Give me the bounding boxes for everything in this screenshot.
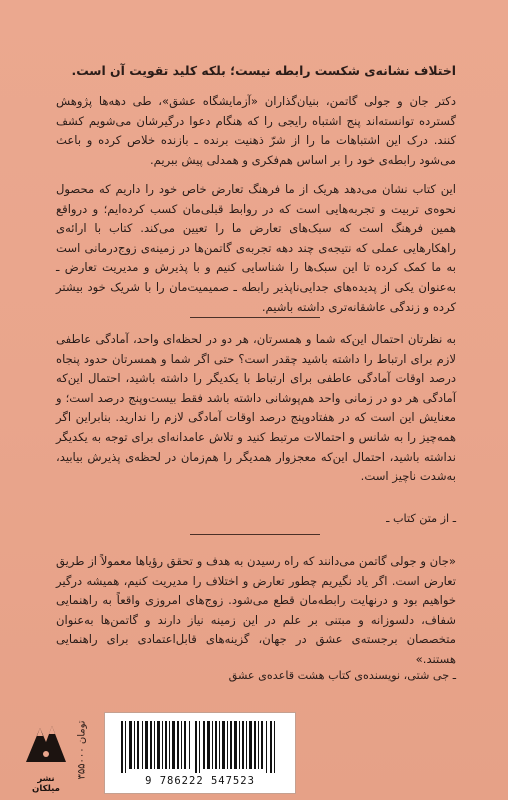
intro-paragraph-1: دکتر جان و جولی گاتمن، بنیان‌گذاران «آزمایشگاه عشق»، طی دهه‌ها پژوهش گسترده توانسته‌اند پنج اشتباه رایجی را که هنگام دعوا درگیرشان می‌شویم کشف کنند. درک این اشتباهات ما را از شرّ ذهنیت برنده ـ بازنده خلاص کرده و باعث می‌شود رابطه‌ی خود را بر اساس هم‌فکری و همدلی پیش ببریم. <box>56 94 456 167</box>
price-text: ۳۵۵۰۰۰ تومان <box>76 720 88 780</box>
price-label <box>62 707 102 793</box>
intro-paragraph-2: این کتاب نشان می‌دهد هریک از ما فرهنگ تعارض خاص خود را داریم که محصول نحوه‌ی تربیت و تجربه‌هایی است که در روابط قبلی‌مان کسب کرده‌ایم؛ و درواقع همین فرهنگ است که سبک‌های تعارض ما را تعیین می‌کند. کتاب با ارائه‌ی راهکارهایی عملی که نتیجه‌ی چند دهه تجربه‌ی گاتمن‌ها در زمینه‌ی زوج‌درمانی است به ما کمک کرده تا این سبک‌ها را شناسایی کنیم و با پذیرش و مدیریت تعارض ـ به‌عنوان یکی از پدیده‌های جدایی‌ناپذیر رابطه ـ صمیمیت‌مان را با شریک خود بیشتر کرده و زندگی عاشقانه‌تری داشته باشیم. <box>56 182 456 314</box>
section-divider <box>190 317 320 318</box>
isbn-barcode <box>104 712 296 794</box>
endorsement-quote: «جان و جولی گاتمن می‌دانند که راه رسیدن به هدف و تحقق رؤیاها معمولاً از طریق تعارض است. اگر یاد نگیریم چطور تعارض و اختلاف را مدیریت کنیم، همیشه درگیر خواهیم بود و درنهایت رابطه‌مان قطع می‌شود. زوج‌های امروزی واقعاً به راهنمایی شفاف، دلسوزانه و مبتنی بر علم در این زمینه نیاز دارند و گاتمن‌ها به‌عنوان متخصصان برجسته‌ی عشق در جهان، گزینه‌های قابل‌اعتمادی برای راهنمایی هستند.» <box>55 554 456 666</box>
endorsement-attribution: ـ جی شتی، نویسنده‌ی کتاب هشت قاعده‌ی عشق <box>228 669 456 682</box>
book-excerpt: به نظرتان احتمال این‌که شما و همسرتان، هر دو در لحظه‌ای واحد، آمادگی عاطفی لازم برای ارتباط را داشته باشید چقدر است؟ حتی اگر شما و همسرتان حدود پنجاه درصد اوقات آمادگی عاطفی برای ارتباط با یکدیگر را داشته باشید، احتمال این‌که آمادگی هر دو در زمانی واحد هم‌پوشانی داشته باشد فقط بیست‌وپنج درصد است؛ و معنایش این است که در هفتادوپنج درصد اوقات آمادگی لازم را ندارید. بنابراین اگر همه‌چیز را به شانس و احتمالات مرتبط کنید و تلاش عامدانه‌ای برای توجه به یکدیگر نداشته باشید، احتمال این‌که معجزوار همدیگر را هم‌زمان در لحظه‌ی پذیرش بیابید، به‌شدت ناچیز است. <box>56 332 456 484</box>
barcode-icon <box>119 721 279 773</box>
publisher-name: نشر میلکان <box>32 774 60 794</box>
isbn-digits: 9 786222 547523 <box>145 775 255 787</box>
section-divider <box>190 534 320 535</box>
lead-sentence: اختلاف نشانه‌ی شکست رابطه نیست؛ بلکه کلید تقویت آن است. <box>71 63 456 78</box>
excerpt-attribution: ـ از متن کتاب ـ <box>386 512 456 525</box>
